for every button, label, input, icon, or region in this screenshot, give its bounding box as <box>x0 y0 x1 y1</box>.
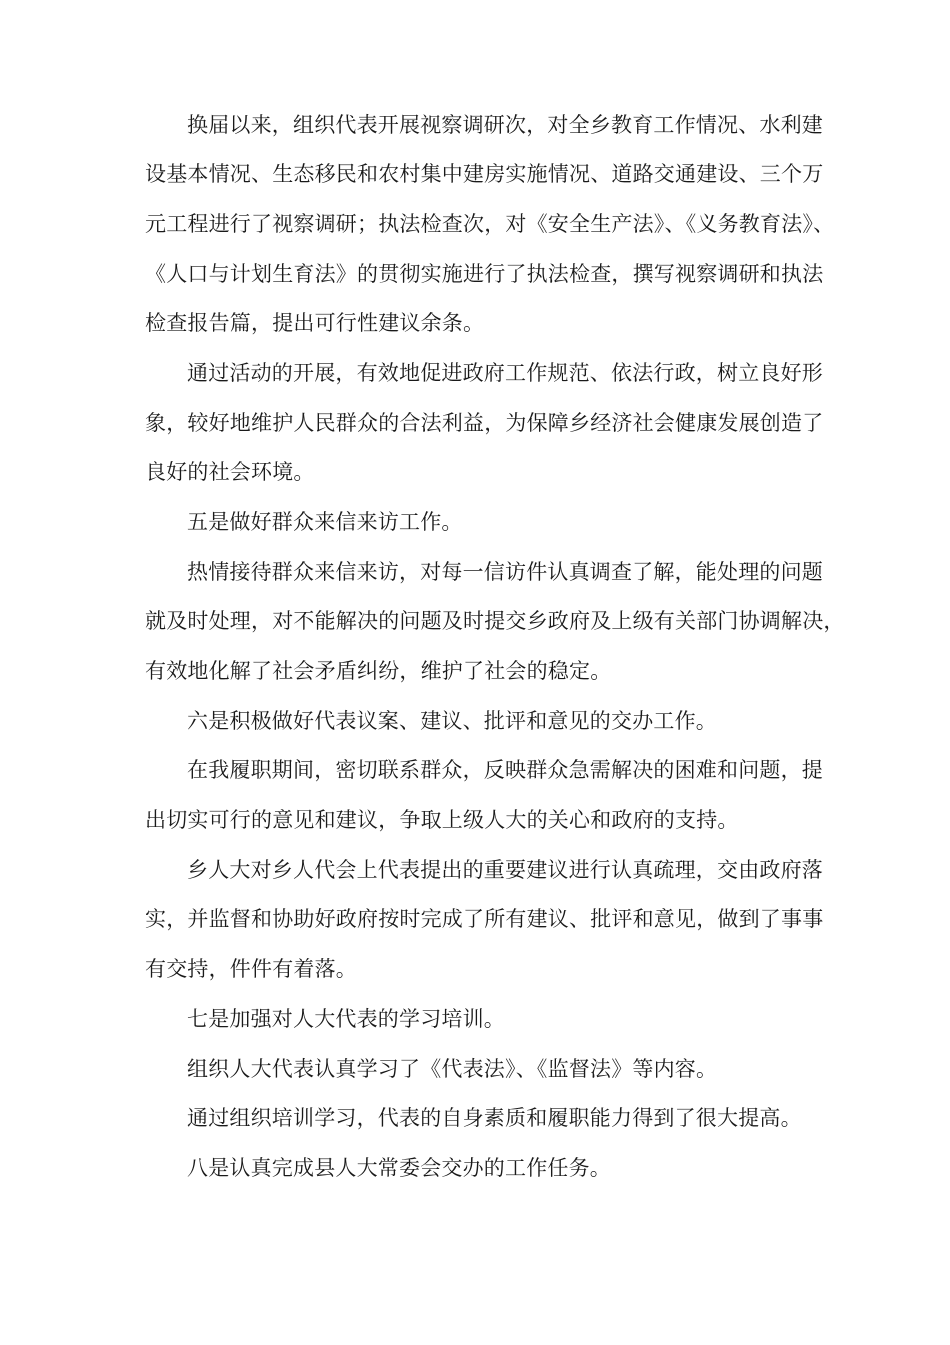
paragraph-7-line-3: 有交持，件件有着落。 <box>145 957 357 981</box>
paragraph-4-line-1: 热情接待群众来信来访，对每一信访件认真调查了解，能处理的问题 <box>187 560 823 584</box>
paragraph-11-heading: 八是认真完成县人大常委会交办的工作任务。 <box>187 1156 611 1180</box>
paragraph-8-heading: 七是加强对人大代表的学习培训。 <box>187 1007 505 1031</box>
paragraph-7-line-2: 实，并监督和协助好政府按时完成了所有建议、批评和意见，做到了事事 <box>145 907 824 931</box>
paragraph-7-line-1: 乡人大对乡人代会上代表提出的重要建议进行认真疏理，交由政府落 <box>187 858 823 882</box>
paragraph-1-line-1: 换届以来，组织代表开展视察调研次，对全乡教育工作情况、水利建 <box>187 113 823 137</box>
paragraph-3-heading: 五是做好群众来信来访工作。 <box>187 510 463 534</box>
paragraph-1-line-3: 元工程进行了视察调研；执法检查次，对《安全生产法》、《义务教育法》、 <box>145 212 835 236</box>
paragraph-4-line-2: 就及时处理，对不能解决的问题及时提交乡政府及上级有关部门协调解决， <box>145 609 845 633</box>
paragraph-2-line-1: 通过活动的开展，有效地促进政府工作规范、依法行政，树立良好形 <box>187 361 823 385</box>
paragraph-5-heading: 六是积极做好代表议案、建议、批评和意见的交办工作。 <box>187 709 717 733</box>
paragraph-6-line-1: 在我履职期间，密切联系群众，反映群众急需解决的困难和问题，提 <box>187 758 823 782</box>
paragraph-10-line-1: 通过组织培训学习，代表的自身素质和履职能力得到了很大提高。 <box>187 1106 802 1130</box>
paragraph-2-line-2: 象，较好地维护人民群众的合法利益，为保障乡经济社会健康发展创造了 <box>145 411 824 435</box>
paragraph-1-line-2: 设基本情况、生态移民和农村集中建房实施情况、道路交通建设、三个万 <box>145 162 824 186</box>
paragraph-4-line-3: 有效地化解了社会矛盾纠纷，维护了社会的稳定。 <box>145 659 612 683</box>
paragraph-1-line-4: 《人口与计划生育法》的贯彻实施进行了执法检查，撰写视察调研和执法 <box>145 262 824 286</box>
paragraph-6-line-2: 出切实可行的意见和建议，争取上级人大的关心和政府的支持。 <box>145 808 739 832</box>
paragraph-9-line-1: 组织人大代表认真学习了《代表法》、《监督法》等内容。 <box>187 1057 718 1081</box>
paragraph-1-line-5: 检查报告篇，提出可行性建议余条。 <box>145 311 485 335</box>
paragraph-2-line-3: 良好的社会环境。 <box>145 460 315 484</box>
